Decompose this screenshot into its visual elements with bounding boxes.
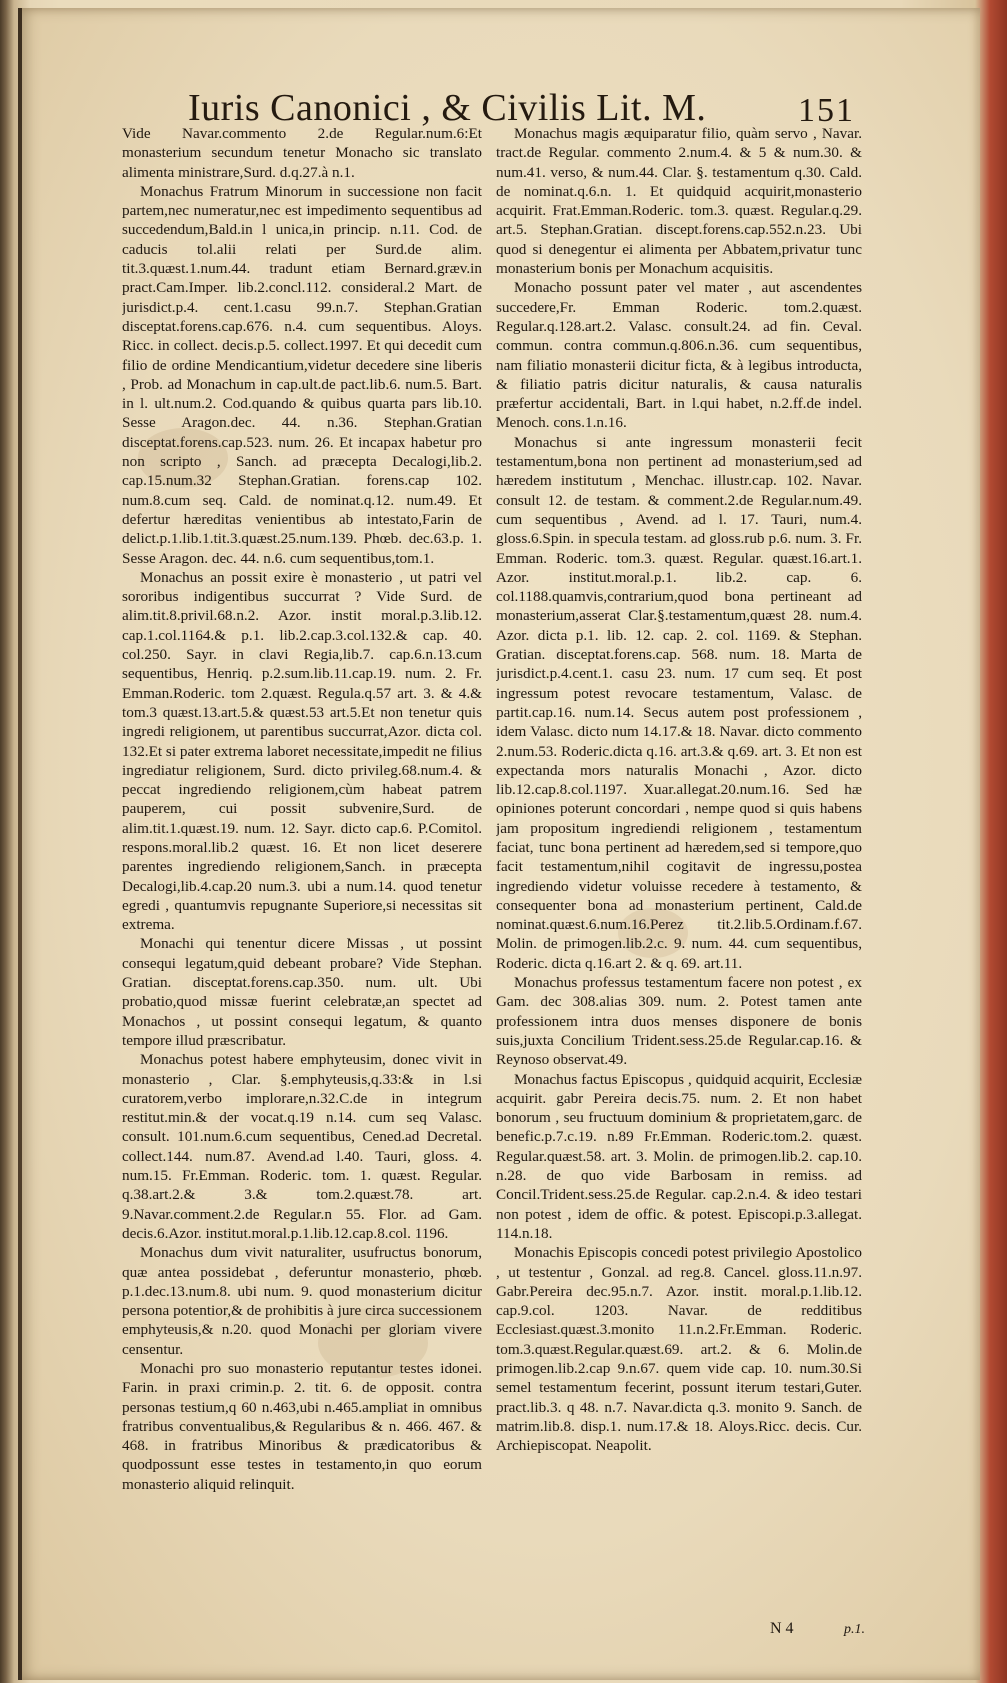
signature-mark: N 4 — [770, 1620, 794, 1637]
paragraph: Monachus si ante ingressum monasterii fecit testamentum,bona non pertinent ad monasterium,sed ad hæredem institutum , Menchac. illustr.cap. 102. Navar. consult 12. de testam. & comment.2.de Regular.num.49. cum sequentibus , Avend. ad l. 17. Tauri, num.4. gloss.6.Spin. in specula testam. ad gloss.rub p.6. num. 3. Fr. Emman. Roderic. tom.3. quæst. Regular. quæst.16.art.1. Azor. institut.moral.p.1. lib.2. cap. 6. col.1188.quamvis,contrarium,quod bona pertineant ad monasterium,asserat Clar.§.testamentum,quæst 28. num.4. Azor. dicta p.1. lib. 12. cap. 2. col. 1169. & Stephan. Gratian. disceptat.forens.cap. 568. num. 18. Marta de jurisdict.p.4.cent.1. casu 23. num. 17 cum seq. Et post ingressum potest revocare testamentum, Valasc. de partit.cap.16. num.14. Secus autem post professionem , idem Valasc. dicto num 14.17.& 18. Navar. dicto commento 2.num.53. Roderic.dicta q.16. art.3.& q.69. art. 3. Et non est expectanda mors naturalis Monachi , Azor. dicto lib.12.cap.8.col.1197. Xuar.allegat.20.num.16. Sed hæ opiniones poterunt concordari , nempe quod si quis habens jam propositum ingrediendi religionem , testamentum faciat, tunc bona pertinent ad hæredem,sed si tempore,quo facit testamentum,nihil cogitavit de ingressu,postea ingrediendo videtur voluisse recedere à testamento, & consequenter bona ad monasterium pertinent, Cald.de nominat.quæst.6.num.16.Perez tit.2.lib.5.Ordinam.f.67. Molin. de primogen.lib.2.c. 9. num. 44. cum sequentibus, Roderic. dicta q.16.art 2. & q. 69. art.11. — [496, 433, 862, 972]
running-title: Iuris Canonici , & Civilis Lit. M. — [188, 87, 707, 129]
paragraph: Monachus Fratrum Minorum in successione non facit partem,nec numeratur,nec est impedimento sequentibus ad succedendum,Bald.in l unica,in princip. n.11. Cod. de caducis tol.alii relati per Surd.de alim. tit.3.quæst.1.num.44. tradunt etiam Bernard.græv.in pract.Cam.Imper. lib.2.concl.112. consideral.2 Mart. de jurisdict.p.4. cent.1.casu 99.n.7. Stephan.Gratian disceptat.forens.cap.676. n.4. cum sequentibus. Aloys. Ricc. in collect. decis.p.5. collect.1997. Et qui decedit cum filio de ordine Mendicantium,videtur decedere sine liberis , Prob. ad Monachum in cap.ult.de pact.lib.6. num.5. Bart. in l. ult.num.2. Cod.quando & quibus quarta pars lib.10. Sesse Aragon.dec. 44. n.36. Stephan.Gratian disceptat.forens.cap.523. num. 26. Et incapax habetur pro non scripto , Sanch. ad præcepta Decalogi,lib.2. cap.15.num.32 Stephan.Gratian. forens.cap 102. num.8.cum seq. Cald. de nominat.q.12. num.49. Et defertur hæreditas venientibus ab intestato,Farin de delict.p.1.lib.1.tit.3.quæst.25.num.139. Phœb. dec.63.p. 1. Sesse Aragon. dec. 44. n.6. cum sequentibus,tom.1. — [122, 182, 482, 567]
right-column — [496, 124, 862, 1664]
paragraph: Monachis Episcopis concedi potest privilegio Apostolico , ut testentur , Gonzal. ad reg.8. Cancel. gloss.11.n.97. Gabr.Pereira dec.95.n.7. Azor. instit. moral.p.1.lib.12. cap.9.col. 1203. Navar. de redditibus Ecclesiast.quæst.3.monito 11.n.2.Fr.Emman. Roderic. tom.3.quæst.Regular.quæst.69. art.2. & 6. Molin.de primogen.lib.2.cap 9.n.67. quem vide cap. 10. num.30.Si semel testamentum fecerint, possunt iterum testari,Guter. pract.lib.3. q 48. n.7. Navar.dicta q.3. monito 9. Sanch. de matrim.lib.8. disp.1. num.17.& 18. Aloys.Ricc. decis. Cur. Archiepiscopat. Neapolit. — [496, 1244, 862, 1455]
page-number: 151 — [798, 92, 855, 129]
paragraph: Monachi pro suo monasterio reputantur testes idonei. Farin. in praxi crimin.p. 2. tit. 6. de opposit. contra personas testium,q 60 n.463,ubi n.465.ampliat in omnibus fratribus conventualibus,& Regularibus & n. 466. 467. & 468. in fratribus Minoribus & prædicatoribus & quodpossunt esse testes in testamento,in quo eorum monasterio aliquid relinquit. — [122, 1360, 482, 1493]
paragraph: Monachi qui tenentur dicere Missas , ut possint consequi legatum,quid debeant probare? Vide Stephan. Gratian. disceptat.forens.cap.350. num. ult. Ubi probatio,quod missæ fuerint celebratæ,an spectet ad Monachos , ut possint consequi legatum, & quanto tempore illud præscribatur. — [122, 935, 482, 1049]
paragraph: Monachus dum vivit naturaliter, usufructus bonorum, quæ antea possidebat , deferuntur monasterio, phœb. p.1.dec.13.num.8. ubi num. 9. quod monasterium dicitur persona potentior,& de prohibitis à jure circa successionem emphyteusis,& n.20. quod Monachi per gloriam vivere censentur. — [122, 1244, 482, 1358]
book-page — [18, 8, 980, 1680]
left-column — [122, 124, 482, 1664]
paragraph: Monachus factus Episcopus , quidquid acquirit, Ecclesiæ acquirit. gabr Pereira decis.75. num. 2. Et non habet bonorum , seu fructuum dominium & proprietatem,garc. de benefic.p.7.c.19. n.89 Fr.Emman. Roderic.tom.2. quæst. Regular.quæst.58. art. 3. Molin. de primogen.lib.2. cap.10. n.28. de quo vide Barbosam in remiss. ad Concil.Trident.sess.25.de Regular. cap.2.n.4. & ideo testari non potest , idem de offic. & potest. Episcopi.p.3.allegat. 114.n.18. — [496, 1070, 862, 1242]
gutter-edge — [18, 8, 22, 1680]
paragraph: Monachus potest habere emphyteusim, donec vivit in monasterio , Clar. §.emphyteusis,q.33:& in l.si curatorem,verbo implorare,n.32.C.de in integrum restitut.min.& der vocat.q.19 n.14. cum seq Valasc. consult. 101.num.6.cum sequentibus, Cened.ad Decretal. collect.144. num.87. Avend.ad l.40. Tauri, gloss. 4. num.15. Fr.Emman. Roderic. tom. 1. quæst. Regular. q.38.art.2.& 3.& tom.2.quæst.78. art. 9.Navar.comment.2.de Regular.n 55. Flor. ad Gam. decis.6.Azor. institut.moral.p.1.lib.12.cap.8.col. 1196. — [122, 1051, 482, 1242]
paragraph: Monachus an possit exire è monasterio , ut patri vel sororibus indigentibus succurrat ? Vide Surd. de alim.tit.8.privil.68.n.2. Azor. instit moral.p.3.lib.12. cap.1.col.1164.& p.1. lib.2.cap.3.col.132.& cap. 40. col.250. Sayr. in clavi Regia,lib.7. cap.6.n.13.cum sequentibus, Henriq. p.2.sum.lib.11.cap.19. num. 2. Fr. Emman.Roderic. tom 2.quæst. Regula.q.57 art. 3. & 4.& tom.3 quæst.13.art.5.& quæst.53 art.5.Et non tenetur quis ingredi religionem, ut parentibus succurrat,Azor. dicta col. 132.Et si pater extrema laboret necessitate,impedit ne filius ingrediatur religionem, Surd. dicto privileg.68.num.4. & peccat ingrediendo religionem,cùm habeat patrem pauperem, cui possit subvenire,Surd. de alim.tit.1.quæst.19. num. 12. Sayr. dicto cap.6. P.Comitol. respons.moral.lib.2 quæst. 16. Et non licet deserere parentes ingrediendo religionem,Sanch. in præcepta Decalogi,lib.4.cap.20 num.3. ubi a num.14. quod tenetur egredi , quantumvis repugnante Superiore,si necessitas sit extrema. — [122, 568, 482, 934]
paragraph: Monachus professus testamentum facere non potest , ex Gam. dec 308.alias 309. num. 2. Potest tamen ante professionem intra duos menses disponere de bonis suis,juxta Concilium Trident.sess.25.de Regular.cap.16. & Reynoso observat.49. — [496, 974, 862, 1069]
paragraph: Monachus magis æquiparatur filio, quàm servo , Navar. tract.de Regular. commento 2.num.4. & 5 & num.30. & num.41. verso, & num.44. Clar. §. testamentum q.30. Cald. de nominat.q.6.n. 1. Et quidquid acquirit,monasterio acquirit. Frat.Emman.Roderic. tom.3. quæst. Regular.q.29. art.5. Stephan.Gratian. discept.forens.cap.552.n.23. Ubi quod si denegentur ei alimenta per Abbatem,privatur tunc monasterium bonis per Monachum acquisitis. — [496, 125, 862, 278]
paragraph: Monacho possunt pater vel mater , aut ascendentes succedere,Fr. Emman Roderic. tom.2.quæst. Regular.q.128.art.2. Valasc. consult.24. ad fin. Ceval. commun. contra commun.q.806.n.36. cum sequentibus, nam filiatio monasterii dicitur ficta, & à legibus introducta, & filiatio patris dicitur naturalis, & causa naturalis præfertur accidentali, Bart. in l.qui habet, n.2.ff.de indel. Menoch. cons.1.n.16. — [496, 279, 862, 432]
catchword: p.1. — [844, 1622, 865, 1637]
paragraph: Vide Navar.commento 2.de Regular.num.6:Et monasterium secundum tenetur Monacho sic translato alimenta ministrare,Surd. d.q.27.à n.1. — [122, 125, 482, 181]
